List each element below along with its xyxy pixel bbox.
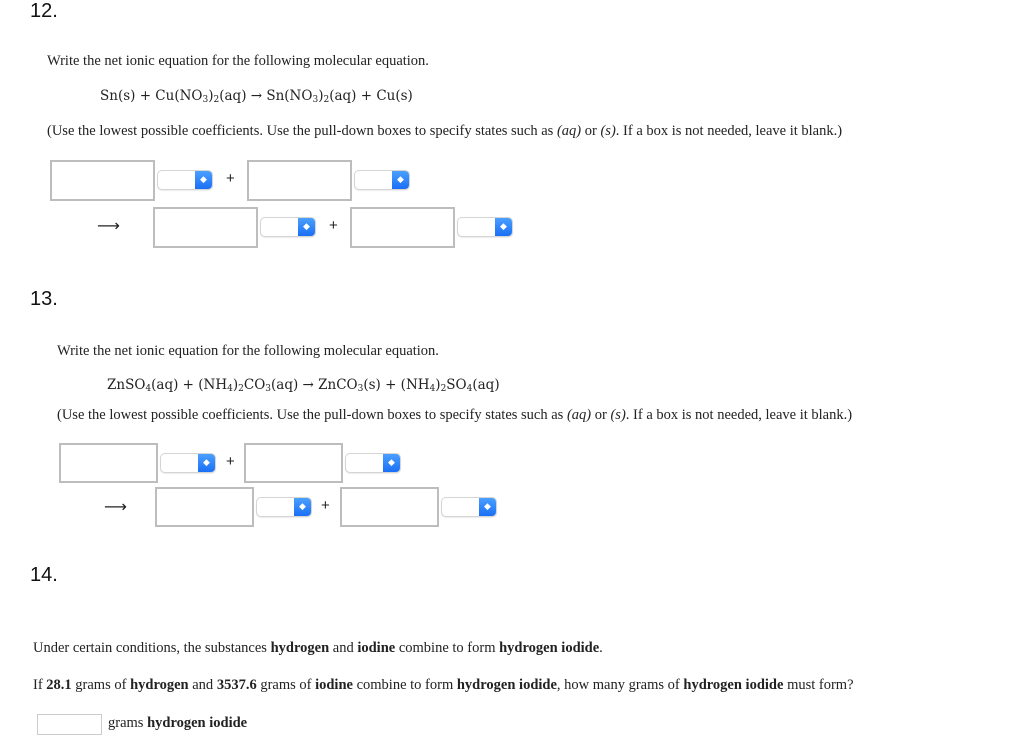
plus-sign: + — [226, 453, 235, 470]
text-segment: ) — [435, 377, 441, 393]
text-segment: combine to form — [352, 677, 457, 693]
chevron-updown-icon: ◆ — [198, 454, 215, 472]
text-segment: If — [33, 677, 47, 693]
text-segment: ) — [208, 88, 214, 104]
text-segment: or — [581, 123, 601, 139]
product-1-input[interactable] — [155, 487, 254, 527]
text-segment: (aq) → ZnCO — [271, 377, 358, 393]
instructions — [47, 123, 842, 140]
reactant-1-input[interactable] — [59, 443, 158, 483]
text-segment: (s) + (NH — [363, 377, 430, 393]
reactant-1-state-select[interactable] — [157, 170, 213, 190]
text-segment: . — [599, 640, 603, 656]
text-segment: must form? — [783, 677, 854, 693]
answer-unit-label — [108, 715, 247, 732]
text-segment: CO — [243, 377, 266, 393]
chevron-updown-icon: ◆ — [392, 171, 409, 189]
text-segment: (aq) + Cu(s) — [329, 88, 413, 104]
text-segment: hydrogen iodide — [147, 715, 248, 731]
text-segment: (aq) → Sn(NO — [219, 88, 313, 104]
text-segment: . If a box is not needed, leave it blank.) — [625, 407, 853, 423]
text-segment: (aq) — [566, 407, 592, 423]
text-segment: Sn(s) + Cu(NO — [100, 88, 203, 104]
molecular-equation — [107, 377, 500, 394]
reactant-1-state-select[interactable] — [160, 453, 216, 473]
text-segment: grams of — [71, 677, 131, 693]
question-number: 13. — [30, 288, 58, 310]
product-1-input[interactable] — [153, 207, 258, 248]
chevron-updown-icon: ◆ — [298, 218, 315, 236]
text-segment: 4 — [227, 384, 233, 394]
prompt: Write the net ionic equation for the following molecular equation. — [57, 343, 439, 359]
text-segment: 2 — [323, 95, 330, 105]
reaction-arrow: ⟶ — [97, 216, 120, 235]
problem-question — [33, 677, 854, 694]
text-segment: 3 — [357, 384, 364, 394]
text-segment: hydrogen — [130, 677, 189, 693]
plus-sign: + — [321, 497, 330, 514]
reactant-1-input[interactable] — [50, 160, 155, 201]
text-segment: ) — [318, 88, 324, 104]
text-segment: hydrogen iodide — [456, 677, 557, 693]
text-segment: hydrogen iodide — [683, 677, 784, 693]
product-1-state-select[interactable] — [260, 217, 316, 237]
text-segment: . If a box is not needed, leave it blank.) — [615, 123, 843, 139]
text-segment: iodine — [315, 677, 353, 693]
text-segment: (Use the lowest possible coefficients. Use the pull-down boxes to specify states such as — [57, 407, 567, 423]
instructions — [57, 407, 852, 424]
product-2-state-select[interactable] — [457, 217, 513, 237]
text-segment: 2 — [238, 384, 244, 394]
text-segment: 3 — [312, 95, 319, 105]
text-segment: (aq) — [472, 377, 500, 393]
text-segment: hydrogen — [270, 640, 330, 656]
reactant-2-input[interactable] — [247, 160, 352, 201]
text-segment: , how many grams of — [556, 677, 684, 693]
reactant-2-state-select[interactable] — [354, 170, 410, 190]
text-segment: and — [329, 640, 358, 656]
problem-intro — [33, 640, 603, 657]
text-segment: (aq) — [556, 123, 582, 139]
text-segment: 4 — [466, 384, 473, 394]
text-segment: 3 — [202, 95, 209, 105]
text-segment: 28.1 — [46, 677, 72, 693]
text-segment: 4 — [429, 384, 436, 394]
text-segment: (s) — [610, 407, 626, 423]
text-segment: ) — [232, 377, 239, 393]
text-segment: combine to form — [395, 640, 500, 656]
reactant-2-state-select[interactable] — [345, 453, 401, 473]
plus-sign: + — [329, 217, 338, 234]
plus-sign: + — [226, 170, 235, 187]
text-segment: Under certain conditions, the substances — [33, 640, 271, 656]
text-segment: 3537.6 — [216, 677, 257, 693]
product-2-input[interactable] — [340, 487, 439, 527]
text-segment: (Use the lowest possible coefficients. Use the pull-down boxes to specify states such as — [47, 123, 557, 139]
text-segment: grams — [108, 715, 148, 731]
text-segment: (aq) + (NH — [151, 377, 228, 393]
text-segment: 3 — [265, 384, 271, 394]
text-segment: 2 — [440, 384, 447, 394]
product-2-state-select[interactable] — [441, 497, 497, 517]
molecular-equation — [100, 88, 413, 105]
chevron-updown-icon: ◆ — [495, 218, 512, 236]
product-1-state-select[interactable] — [256, 497, 312, 517]
chevron-updown-icon: ◆ — [383, 454, 400, 472]
reaction-arrow: ⟶ — [104, 497, 127, 516]
text-segment: 2 — [213, 95, 220, 105]
text-segment: or — [591, 407, 611, 423]
answer-grams-input[interactable] — [37, 714, 102, 735]
prompt: Write the net ionic equation for the following molecular equation. — [47, 53, 429, 69]
reactant-2-input[interactable] — [244, 443, 343, 483]
question-number: 12. — [30, 0, 58, 22]
text-segment: and — [188, 677, 217, 693]
chevron-updown-icon: ◆ — [294, 498, 311, 516]
product-2-input[interactable] — [350, 207, 455, 248]
text-segment: SO — [446, 377, 467, 393]
text-segment: hydrogen iodide — [499, 640, 600, 656]
text-segment: (s) — [600, 123, 616, 139]
text-segment: 4 — [145, 384, 152, 394]
text-segment: iodine — [357, 640, 396, 656]
question-number: 14. — [30, 564, 58, 586]
chevron-updown-icon: ◆ — [195, 171, 212, 189]
chevron-updown-icon: ◆ — [479, 498, 496, 516]
text-segment: grams of — [256, 677, 316, 693]
text-segment: ZnSO — [107, 377, 146, 393]
